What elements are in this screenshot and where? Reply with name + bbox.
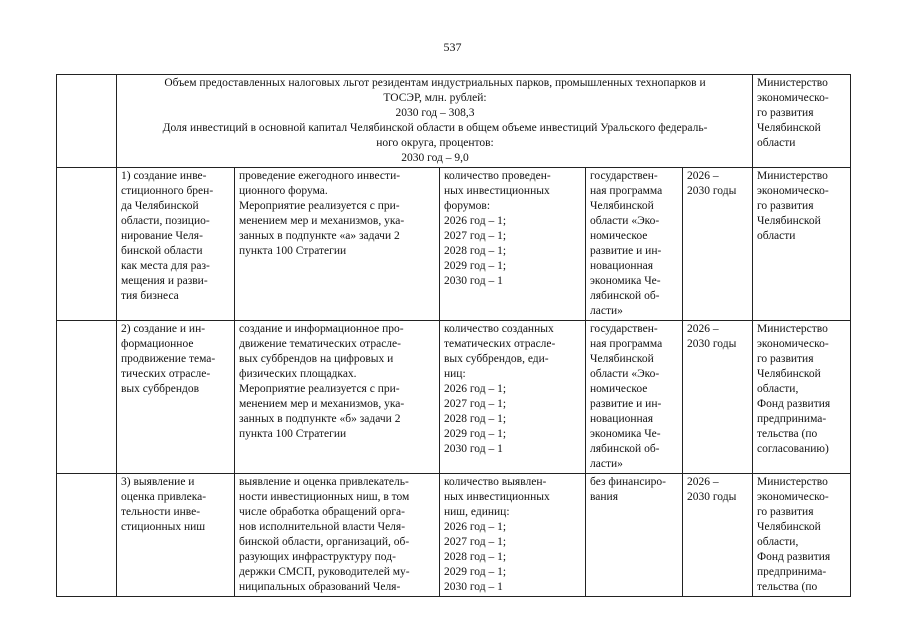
responsible-cell xyxy=(753,75,851,168)
cell-line: 2029 год – 1; xyxy=(444,260,507,272)
cell-line: области, позицио- xyxy=(121,215,210,227)
cell-line: да Челябинской xyxy=(121,200,199,212)
strategy-table xyxy=(56,74,851,597)
cell-line: Челябинской xyxy=(590,200,654,212)
cell-line: 2030 годы xyxy=(687,491,737,503)
cell-line: количество созданных xyxy=(444,323,554,335)
table-row xyxy=(57,168,851,321)
cell-line: 1) создание инве- xyxy=(121,170,207,182)
empty-cell xyxy=(57,75,117,168)
cell-line: 2030 год – 1 xyxy=(444,581,503,593)
cell-line: Челябинской xyxy=(757,521,821,533)
cell-line: Министерство xyxy=(757,476,828,488)
responsible-cell xyxy=(753,168,851,321)
cell-line: без финансиро- xyxy=(590,476,666,488)
cell-line: нов исполнительной власти Челя- xyxy=(239,521,406,533)
measure-cell xyxy=(235,168,440,321)
cell-line: экономика Че- xyxy=(590,428,661,440)
cell-line: развитие и ин- xyxy=(590,398,662,410)
measure-cell xyxy=(235,321,440,474)
indicators-cell xyxy=(117,75,753,168)
source-cell xyxy=(586,168,683,321)
period-cell xyxy=(683,321,753,474)
cell-line: Мероприятие реализуется с при- xyxy=(239,200,400,212)
period-cell xyxy=(683,168,753,321)
cell-line: номическое xyxy=(590,230,648,242)
cell-line: стиционного брен- xyxy=(121,185,214,197)
cell-line: экономическо- xyxy=(757,92,829,104)
cell-line: 2028 год – 1; xyxy=(444,551,507,563)
cell-line: 2030 годы xyxy=(687,338,737,350)
table-row-indicators xyxy=(57,75,851,168)
cell-line: проведение ежегодного инвести- xyxy=(239,170,401,182)
cell-line: занных в подпункте «а» задачи 2 xyxy=(239,230,400,242)
cell-line: ная программа xyxy=(590,185,663,197)
cell-line: тельности инве- xyxy=(121,506,201,518)
result-cell xyxy=(440,321,586,474)
cell-line: разующих инфраструктуру под- xyxy=(239,551,396,563)
cell-line: Министерство xyxy=(757,323,828,335)
table-row xyxy=(57,474,851,597)
cell-line: количество выявлен- xyxy=(444,476,547,488)
indicator-line: ного округа, процентов: xyxy=(376,137,494,149)
cell-line: новационная xyxy=(590,260,654,272)
cell-line: вания xyxy=(590,491,618,503)
measure-cell xyxy=(235,474,440,597)
task-cell xyxy=(117,168,235,321)
cell-line: 3) выявление и xyxy=(121,476,195,488)
cell-line: держки СМСП, руководителей му- xyxy=(239,566,410,578)
cell-line: экономическо- xyxy=(757,491,829,503)
cell-line: тия бизнеса xyxy=(121,290,179,302)
cell-line: ных инвестиционных xyxy=(444,491,550,503)
cell-line: числе обработка обращений орга- xyxy=(239,506,405,518)
cell-line: лябинской об- xyxy=(590,290,660,302)
cell-line: ласти» xyxy=(590,305,623,317)
cell-line: ласти» xyxy=(590,458,623,470)
cell-line: государствен- xyxy=(590,170,658,182)
responsible-cell xyxy=(753,321,851,474)
cell-line: го развития xyxy=(757,107,814,119)
cell-line: 2030 год – 1 xyxy=(444,443,503,455)
cell-line: области xyxy=(757,230,796,242)
source-cell xyxy=(586,474,683,597)
cell-line: 2030 годы xyxy=(687,185,737,197)
cell-line: менением мер и механизмов, ука- xyxy=(239,215,405,227)
cell-line: занных в подпункте «б» задачи 2 xyxy=(239,413,401,425)
cell-line: 2026 – xyxy=(687,170,719,182)
period-cell xyxy=(683,474,753,597)
cell-line: ная программа xyxy=(590,338,663,350)
indicator-line: 2030 год – 308,3 xyxy=(395,107,475,119)
cell-line: 2026 год – 1; xyxy=(444,215,507,227)
cell-line: тематических отрасле- xyxy=(444,338,556,350)
cell-line: бинской области xyxy=(121,245,203,257)
cell-line: 2027 год – 1; xyxy=(444,536,507,548)
cell-line: Мероприятие реализуется с при- xyxy=(239,383,400,395)
indicator-line: 2030 год – 9,0 xyxy=(401,152,469,164)
indicator-line: Доля инвестиций в основной капитал Челябинской области в общем объеме инвестиций Уральского федераль- xyxy=(162,122,708,134)
cell-line: предпринима- xyxy=(757,413,827,425)
cell-line: предпринима- xyxy=(757,566,827,578)
cell-line: экономическо- xyxy=(757,338,829,350)
cell-line: тических отрасле- xyxy=(121,368,211,380)
cell-line: Фонд развития xyxy=(757,398,831,410)
cell-line: новационная xyxy=(590,413,654,425)
cell-line: области «Эко- xyxy=(590,368,660,380)
result-cell xyxy=(440,474,586,597)
cell-line: пункта 100 Стратегии xyxy=(239,428,347,440)
cell-line: движение тематических отрасле- xyxy=(239,338,401,350)
cell-line: Фонд развития xyxy=(757,551,831,563)
cell-line: 2027 год – 1; xyxy=(444,398,507,410)
page-number: 537 xyxy=(443,40,462,54)
cell-line: ниципальных образований Челя- xyxy=(239,581,401,593)
cell-line: ниш, единиц: xyxy=(444,506,510,518)
cell-line: области, xyxy=(757,536,799,548)
cell-line: ционного форума. xyxy=(239,185,328,197)
cell-line: вых суббрендов xyxy=(121,383,200,395)
cell-line: 2026 – xyxy=(687,476,719,488)
cell-line: выявление и оценка привлекатель- xyxy=(239,476,409,488)
cell-line: создание и информационное про- xyxy=(239,323,404,335)
cell-line: формационное xyxy=(121,338,194,350)
cell-line: стиционных ниш xyxy=(121,521,206,533)
cell-line: количество проведен- xyxy=(444,170,551,182)
cell-line: как места для раз- xyxy=(121,260,210,272)
empty-cell xyxy=(57,321,117,474)
cell-line: тельства (по xyxy=(757,581,818,593)
cell-line: Челябинской xyxy=(757,122,821,134)
cell-line: 2030 год – 1 xyxy=(444,275,503,287)
cell-line: области «Эко- xyxy=(590,215,660,227)
indicator-line: ТОСЭР, млн. рублей: xyxy=(383,92,487,104)
cell-line: 2028 год – 1; xyxy=(444,245,507,257)
cell-line: го развития xyxy=(757,353,814,365)
cell-line: развитие и ин- xyxy=(590,245,662,257)
cell-line: Челябинской xyxy=(757,368,821,380)
source-cell xyxy=(586,321,683,474)
table-row xyxy=(57,321,851,474)
responsible-cell xyxy=(753,474,851,597)
cell-line: лябинской об- xyxy=(590,443,660,455)
empty-cell xyxy=(57,474,117,597)
cell-line: согласованию) xyxy=(757,443,829,455)
cell-line: номическое xyxy=(590,383,648,395)
cell-line: области xyxy=(757,137,796,149)
cell-line: Министерство xyxy=(757,170,828,182)
cell-line: ниц: xyxy=(444,368,466,380)
cell-line: Министерство xyxy=(757,77,828,89)
cell-line: ных инвестиционных xyxy=(444,185,550,197)
cell-line: Челябинской xyxy=(757,215,821,227)
cell-line: Челябинской xyxy=(590,353,654,365)
cell-line: физических площадках. xyxy=(239,368,357,380)
task-cell xyxy=(117,474,235,597)
cell-line: го развития xyxy=(757,506,814,518)
cell-line: 2026 год – 1; xyxy=(444,521,507,533)
cell-line: 2) создание и ин- xyxy=(121,323,206,335)
cell-line: 2029 год – 1; xyxy=(444,428,507,440)
cell-line: тельства (по xyxy=(757,428,818,440)
task-cell xyxy=(117,321,235,474)
indicator-line: Объем предоставленных налоговых льгот резидентам индустриальных парков, промышленных технопарков и xyxy=(164,77,706,89)
cell-line: экономика Че- xyxy=(590,275,661,287)
cell-line: продвижение тема- xyxy=(121,353,216,365)
cell-line: государствен- xyxy=(590,323,658,335)
cell-line: экономическо- xyxy=(757,185,829,197)
result-cell xyxy=(440,168,586,321)
cell-line: нирование Челя- xyxy=(121,230,203,242)
cell-line: 2026 – xyxy=(687,323,719,335)
cell-line: оценка привлека- xyxy=(121,491,207,503)
cell-line: форумов: xyxy=(444,200,491,212)
cell-line: менением мер и механизмов, ука- xyxy=(239,398,405,410)
cell-line: го развития xyxy=(757,200,814,212)
cell-line: 2026 год – 1; xyxy=(444,383,507,395)
cell-line: пункта 100 Стратегии xyxy=(239,245,347,257)
cell-line: ности инвестиционных ниш, в том xyxy=(239,491,410,503)
cell-line: 2027 год – 1; xyxy=(444,230,507,242)
cell-line: вых суббрендов на цифровых и xyxy=(239,353,394,365)
cell-line: 2028 год – 1; xyxy=(444,413,507,425)
cell-line: бинской области, организаций, об- xyxy=(239,536,410,548)
cell-line: области, xyxy=(757,383,799,395)
cell-line: 2029 год – 1; xyxy=(444,566,507,578)
empty-cell xyxy=(57,168,117,321)
cell-line: мещения и разви- xyxy=(121,275,208,287)
cell-line: вых суббрендов, еди- xyxy=(444,353,549,365)
